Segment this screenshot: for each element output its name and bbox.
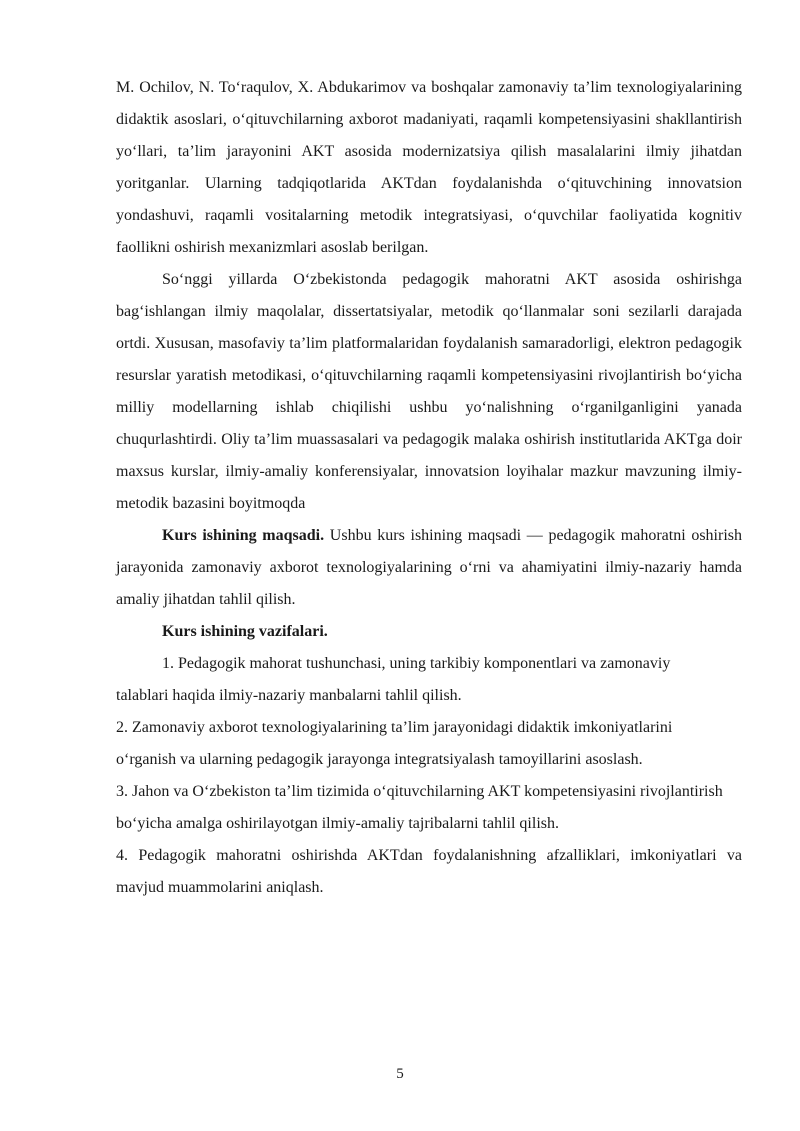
goal-text: Ushbu kurs ishining maqsadi — pedagogik mahoratni oshirish jarayonida zamonaviy axborot texnologiyalarining o‘rni va ahamiyatini ilmiy-nazariy hamda amaliy jihatdan tahlil qilish. — [116, 527, 743, 608]
page-number: 5 — [396, 1066, 404, 1082]
task-item-2: 2. Zamonaviy axborot texnologiyalarining ta’lim jarayonidagi didaktik imkoniyatlarini o‘rganish va ularning pedagogik jarayonga integratsiyalash tamoyillarini asoslash. — [116, 719, 673, 768]
paragraph-intro: M. Ochilov, N. To‘raqulov, X. Abdukarimov va boshqalar zamonaviy ta’lim texnologiyalarining didaktik asoslari, o‘qituvchilarning axborot madaniyati, raqamli kompetensiyasini shakllantirish yo‘llari, ta’lim jarayonini AKT asosida modernizatsiya qilish masalalarini ilmiy jihatdan yoritganlar. Ularning tadqiqotlarida AKTdan foydalanishda o‘qituvchining innovatsion yondashuvi, raqamli vositalarning metodik integratsiyasi, o‘quvchilar faoliyatida kognitiv faollikni oshirish mexanizmlari asoslab berilgan. — [116, 79, 742, 256]
document-page — [116, 72, 742, 904]
task-item-4: 4. Pedagogik mahoratni oshirishda AKTdan foydalanishning afzalliklari, imkoniyatlari va mavjud muammolarini aniqlash. — [116, 847, 742, 896]
paragraph-recent-years: So‘nggi yillarda O‘zbekistonda pedagogik mahoratni AKT asosida oshirishga bag‘ishlangan ilmiy maqolalar, dissertatsiyalar, metodik qo‘llanmalar soni sezilarli darajada ortdi. Xususan, masofaviy ta’lim platformalaridan foydalanish samaradorligi, elektron pedagogik resurslar yaratish metodikasi, o‘qituvchilarning raqamli kompetensiyasini rivojlantirish bo‘yicha milliy modellarning ishlab chiqilishi ushbu yo‘nalishning o‘rganilganligini yanada chuqurlashtirdi. Oliy ta’lim muassasalari va pedagogik malaka oshirish institutlarida AKTga doir maxsus kurslar, ilmiy-amaliy konferensiyalar, innovatsion loyihalar mazkur mavzuning ilmiy-metodik bazasini boyitmoqda — [116, 271, 742, 512]
paragraph-goal — [116, 520, 742, 616]
task-item-3: 3. Jahon va O‘zbekiston ta’lim tizimida o‘qituvchilarning AKT kompetensiyasini rivojlantirish bo‘yicha amalga oshirilayotgan ilmiy-amaliy tajribalarni tahlil qilish. — [116, 783, 723, 832]
goal-label: Kurs ishining maqsadi. — [162, 527, 325, 544]
task-item-1: 1. Pedagogik mahorat tushunchasi, uning tarkibiy komponentlari va zamonaviy talablari haqida ilmiy-nazariy manbalarni tahlil qilish. — [116, 655, 671, 704]
tasks-heading: Kurs ishining vazifalari. — [162, 623, 328, 640]
